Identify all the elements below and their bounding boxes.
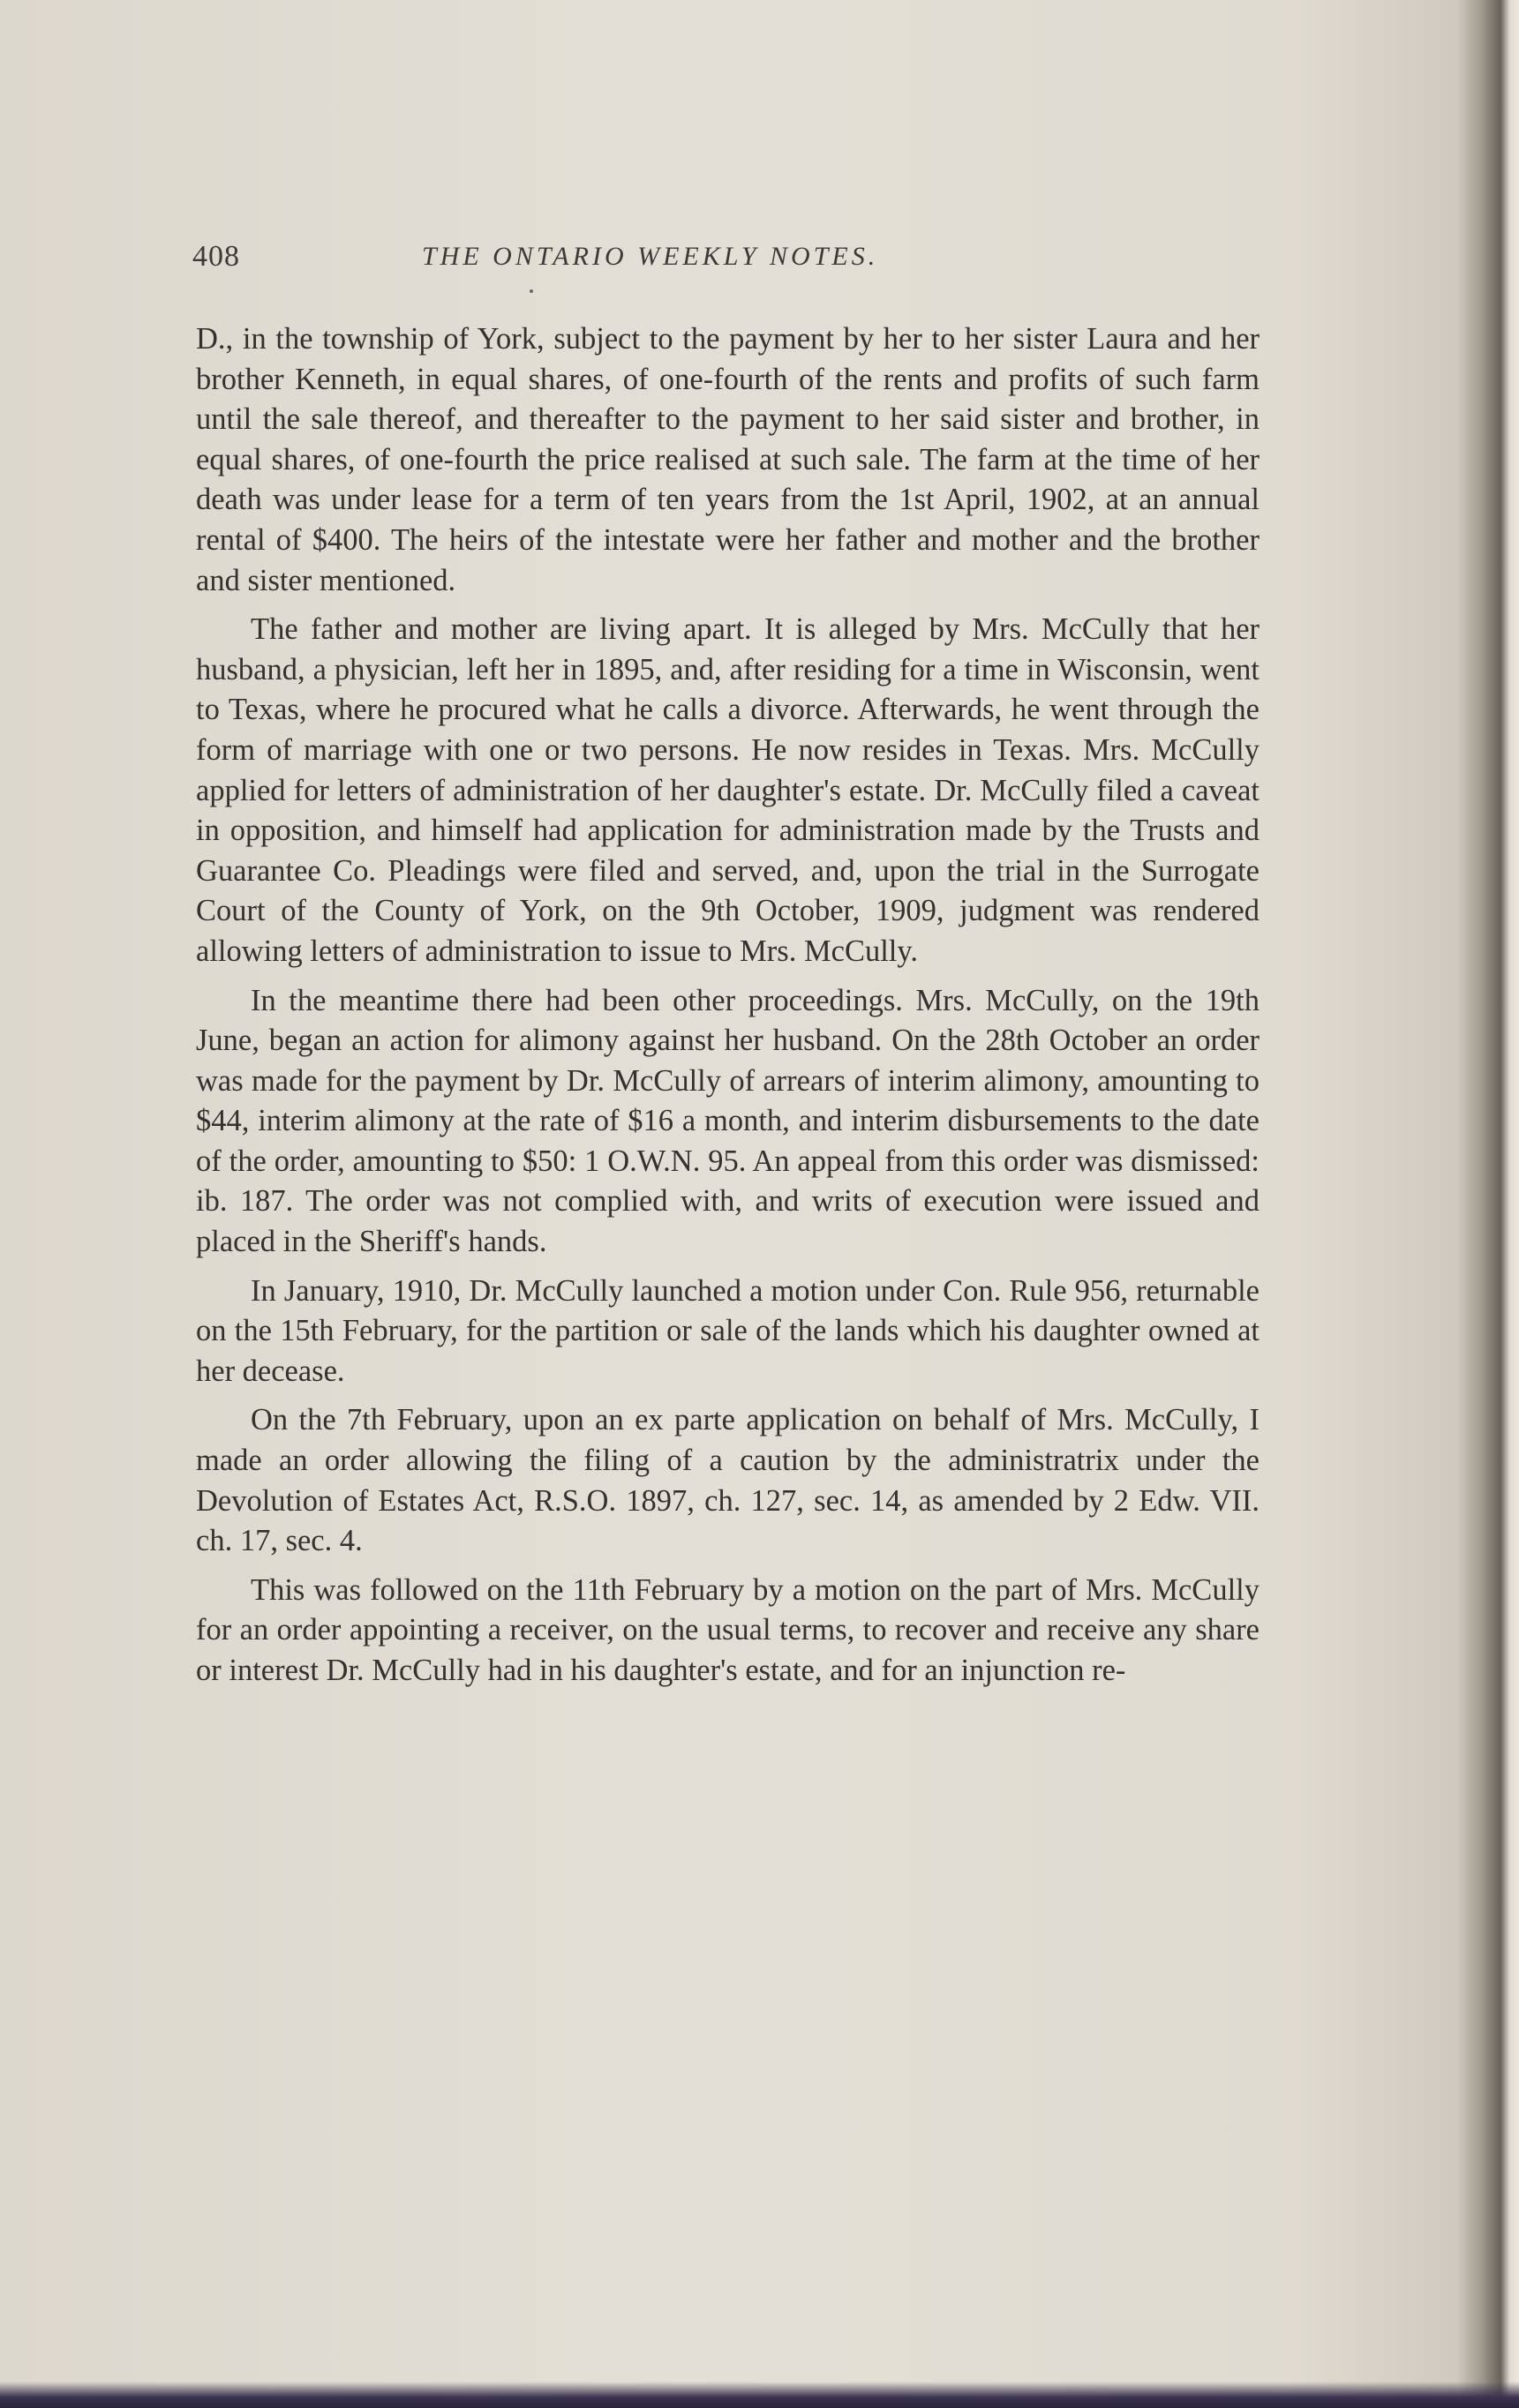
page-number: 408: [192, 240, 240, 273]
page-bottom-edge: [0, 2382, 1519, 2408]
printer-dot: [530, 289, 533, 293]
book-spine-shadow: [1457, 0, 1519, 2408]
paragraph: On the 7th February, upon an ex parte application on behalf of Mrs. McCully, I made an order allowing the filing of a caution by the administratrix under the Devolution of Estates Act, R.S.O. 1897, ch. 127, sec. 14, as amended by 2 Edw. VII. ch. 17, sec. 4.: [196, 1403, 1260, 1558]
paragraph: The father and mother are living apart. It is alleged by Mrs. McCully that her husband, a physician, left her in 1895, and, after residing for a time in Wisconsin, went to Texas, where he procured what he calls a divorce. Afterwards, he went through the form of marriage with one or two persons. He now resides in Texas. Mrs. McCully applied for letters of administration of her daughter's estate. Dr. McCully filed a caveat in opposition, and himself had application for administration made by the Trusts and Guarantee Co. Pleadings were filed and served, and, upon the trial in the Surrogate Court of the County of York, on the 9th October, 1909, judgment was rendered allowing letters of administration to issue to Mrs. McCully.: [196, 612, 1260, 968]
running-title: THE ONTARIO WEEKLY NOTES.: [422, 242, 879, 271]
paragraph-continued: D., in the township of York, subject to the payment by her to her sister Laura and her brother Kenneth, in equal shares, of one-fourth of the rents and profits of such farm until the sale thereof, and thereafter to the payment to her said sister and brother, in equal shares, of one-fourth the price realised at such sale. The farm at the time of her death was under lease for a term of ten years from the 1st April, 1902, at an annual rental of $400. The heirs of the intestate were her father and mother and the brother and sister mentioned.: [196, 322, 1260, 597]
body-text: [196, 319, 1260, 1700]
paragraph: In January, 1910, Dr. McCully launched a motion under Con. Rule 956, returnable on the 15th February, for the partition or sale of the lands which his daughter owned at her decease.: [196, 1273, 1260, 1388]
paragraph: In the meantime there had been other proceedings. Mrs. McCully, on the 19th June, began an action for alimony against her husband. On the 28th October an order was made for the payment by Dr. McCully of arrears of interim alimony, amounting to $44, interim alimony at the rate of $16 a month, and interim disbursements to the date of the order, amounting to $50: 1 O.W.N. 95. An appeal from this order was dismissed: ib. 187. The order was not complied with, and writs of execution were issued and placed in the Sheriff's hands.: [196, 983, 1260, 1259]
page-header: [192, 240, 1260, 284]
paragraph: This was followed on the 11th February by a motion on the part of Mrs. McCully for an order appointing a receiver, on the usual terms, to recover and receive any share or interest Dr. McCully had in his daughter's estate, and for an injunction re-: [196, 1572, 1260, 1687]
